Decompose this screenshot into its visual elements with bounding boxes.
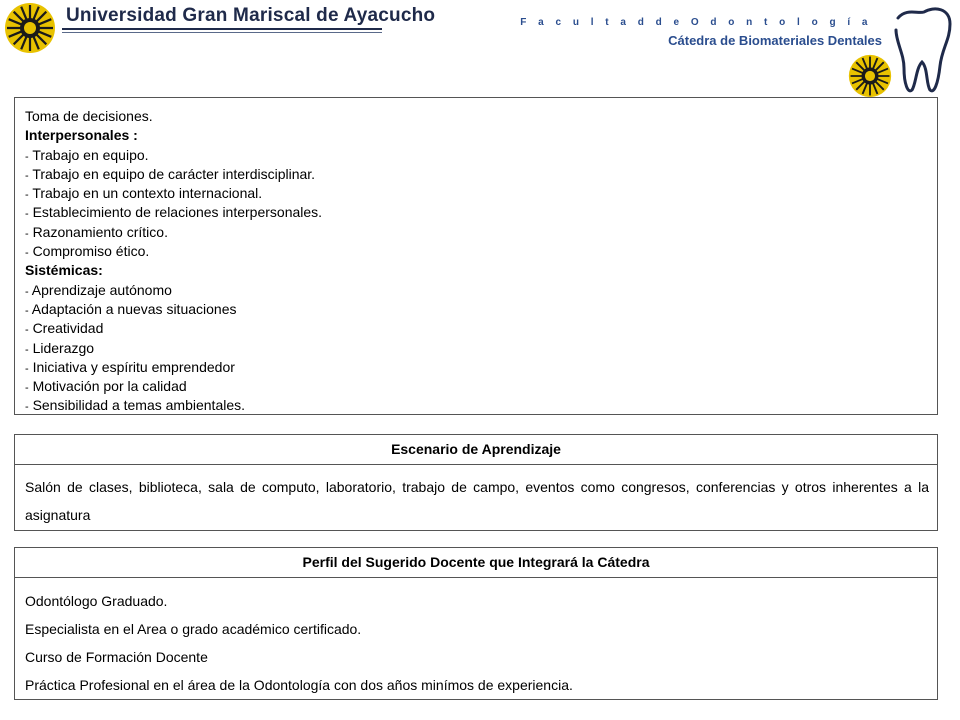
list-item: - Motivación por la calidad — [25, 378, 187, 395]
list-item: - Liderazgo — [25, 339, 95, 356]
list-item: - Creatividad — [25, 320, 104, 337]
list-item: - Razonamiento crítico. — [25, 223, 168, 240]
title-underline-thin — [62, 32, 382, 33]
decision-making-line: Toma de decisiones. — [25, 108, 153, 124]
list-item: Especialista en el Area o grado académico certificado. — [25, 621, 362, 637]
tooth-icon — [884, 4, 956, 96]
list-item: - Sensibilidad a temas ambientales. — [25, 397, 246, 414]
title-underline — [62, 28, 382, 30]
faculty-name: F a c u l t a d d e O d o n t o l o g í a — [520, 17, 872, 28]
list-item: - Iniciativa y espíritu emprendedor — [25, 358, 235, 375]
teacher-profile-title: Perfil del Sugerido Docente que Integrará la Cátedra — [15, 548, 937, 578]
learning-scenario-title: Escenario de Aprendizaje — [15, 435, 937, 465]
list-item: - Trabajo en equipo de carácter interdisciplinar. — [25, 165, 316, 182]
list-item: - Establecimiento de relaciones interpersonales. — [25, 204, 323, 221]
interpersonal-heading: Interpersonales : — [25, 127, 138, 144]
list-item: Curso de Formación Docente — [25, 649, 208, 665]
learning-scenario-text: Salón de clases, biblioteca, sala de computo, laboratorio, trabajo de campo, eventos como congresos, conferencias y otros inherentes a la asignatura — [25, 479, 929, 523]
learning-scenario-box — [14, 434, 938, 531]
list-item: - Adaptación a nuevas situaciones — [25, 300, 237, 317]
teacher-profile-box — [14, 547, 938, 700]
systemic-heading: Sistémicas: — [25, 262, 103, 279]
list-item: - Aprendizaje autónomo — [25, 281, 172, 298]
list-item: Práctica Profesional en el área de la Odontología con dos años minímos de experiencia. — [25, 677, 573, 693]
list-item: - Compromiso ético. — [25, 243, 150, 260]
competencies-box — [14, 97, 938, 415]
chair-name: Cátedra de Biomateriales Dentales — [668, 33, 882, 48]
university-name: Universidad Gran Mariscal de Ayacucho — [66, 5, 436, 26]
list-item: - Trabajo en un contexto internacional. — [25, 185, 263, 202]
list-item: Odontólogo Graduado. — [25, 593, 168, 609]
list-item: - Trabajo en equipo. — [25, 146, 149, 163]
university-seal-icon — [4, 2, 56, 54]
university-seal-small-icon — [848, 54, 892, 98]
